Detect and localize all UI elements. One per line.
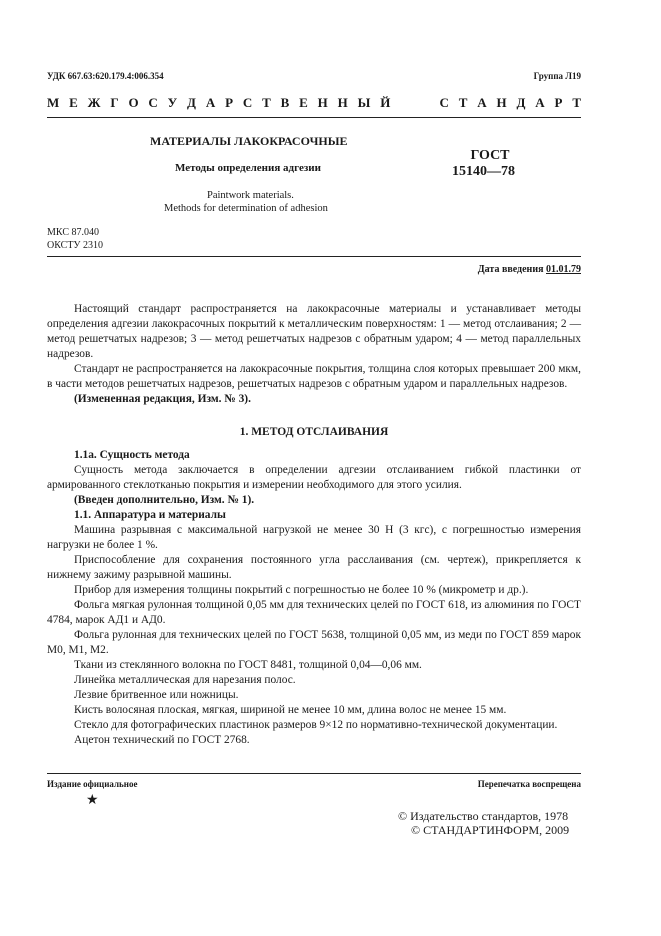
header-divider [47,117,581,118]
official-edition-label: Издание официальное [47,779,138,789]
intro-block [47,302,581,407]
section-1-body [47,448,581,748]
gost-number: 15140—78 [452,164,515,179]
interstate-standard-banner: М Е Ж Г О С У Д А Р С Т В Е Н Н Ы Й С Т А Н Д А Р Т [47,95,581,110]
equipment-item: Фольга рулонная для технических целей по ГОСТ 5638, толщиной 0,05 мм, из меди по ГОСТ 859 марок М0, М1, М2. [47,629,581,656]
intro-paragraph-limitation: Стандарт не распространяется на лакокрасочные покрытия, толщина слоя которых превышает 200 мкм, в части методов решетчатых надрезов, решетчатых надрезов с обратным ударом и параллельных надрезов. [47,363,581,390]
equipment-item: Кисть волосяная плоская, мягкая, шириной не менее 10 мм, длина волос не менее 15 мм. [74,704,507,716]
intro-amendment-note: (Измененная редакция, Изм. № 3). [74,393,251,405]
oksty-code: ОКСТУ 2310 [47,240,104,251]
clause-1-1-heading: 1.1. Аппаратура и материалы [74,509,226,521]
reprint-prohibited-label: Перепечатка воспрещена [477,779,581,789]
equipment-item: Приспособление для сохранения постоянного угла расслаивания (см. чертеж), прикрепляется к нижнему зажиму разрывной машины. [47,554,581,581]
document-title: МАТЕРИАЛЫ ЛАКОКРАСОЧНЫЕ [150,134,348,148]
equipment-item: Стекло для фотографических пластинок размеров 9×12 по нормативно-технической документации. [74,719,558,731]
document-subtitle: Методы определения адгезии [175,162,321,174]
equipment-item: Машина разрывная с максимальной нагрузкой не менее 30 Н (3 кгс), с погрешностью измерения нагрузки не более 1 %. [47,524,581,551]
equipment-item: Лезвие бритвенное или ножницы. [74,689,239,701]
clause-1-1a-heading: 1.1а. Сущность метода [74,449,190,461]
english-title-line2: Methods for determination of adhesion [164,203,328,214]
equipment-item: Прибор для измерения толщины покрытий с погрешностью не более 10 % (микрометр и др.). [74,584,529,596]
equipment-item: Ацетон технический по ГОСТ 2768. [74,734,250,746]
group-code: Группа Л19 [533,71,581,81]
introduction-date-label: Дата введения [477,264,544,275]
section-1-heading: 1. МЕТОД ОТСЛАИВАНИЯ [239,426,389,438]
equipment-item: Фольга мягкая рулонная толщиной 0,05 мм для технических целей по ГОСТ 618, из алюминия по ГОСТ 4784, марок АД1 и АД0. [47,599,581,626]
copyright-line-1: © Издательство стандартов, 1978 [398,809,569,823]
mks-code: МКС 87.040 [47,227,99,238]
classification-divider [47,256,581,257]
english-title-line1: Paintwork materials. [207,190,294,201]
footer-divider [47,773,581,774]
clause-1-1a-amendment-note: (Введен дополнительно, Изм. № 1). [74,494,255,506]
equipment-item: Линейка металлическая для нарезания полос. [74,674,296,686]
introduction-date-value: 01.01.79 [546,264,581,275]
intro-paragraph-scope: Настоящий стандарт распространяется на лакокрасочные материалы и устанавливает методы определения адгезии лакокрасочных покрытий к металлическим поверхностям: 1 — метод отслаивания; 2 — метод решетчатых надрезов; 3 — метод решетчатых надрезов с обратным ударом; 4 — метод параллельных надрезов. [47,303,581,360]
gost-label: ГОСТ [470,148,510,163]
clause-1-1a-text: Сущность метода заключается в определении адгезии отслаиванием гибкой пластинки от армированного стеклотканью покрытия и измерении необходимого для этого усилия. [47,464,581,491]
star-icon: ★ [86,793,99,808]
udk-code: УДК 667.63:620.179.4:006.354 [47,71,164,81]
equipment-item: Ткани из стеклянного волокна по ГОСТ 8481, толщиной 0,04—0,06 мм. [74,659,422,671]
copyright-line-2: © СТАНДАРТИНФОРМ, 2009 [411,823,570,837]
introduction-date [478,264,581,275]
